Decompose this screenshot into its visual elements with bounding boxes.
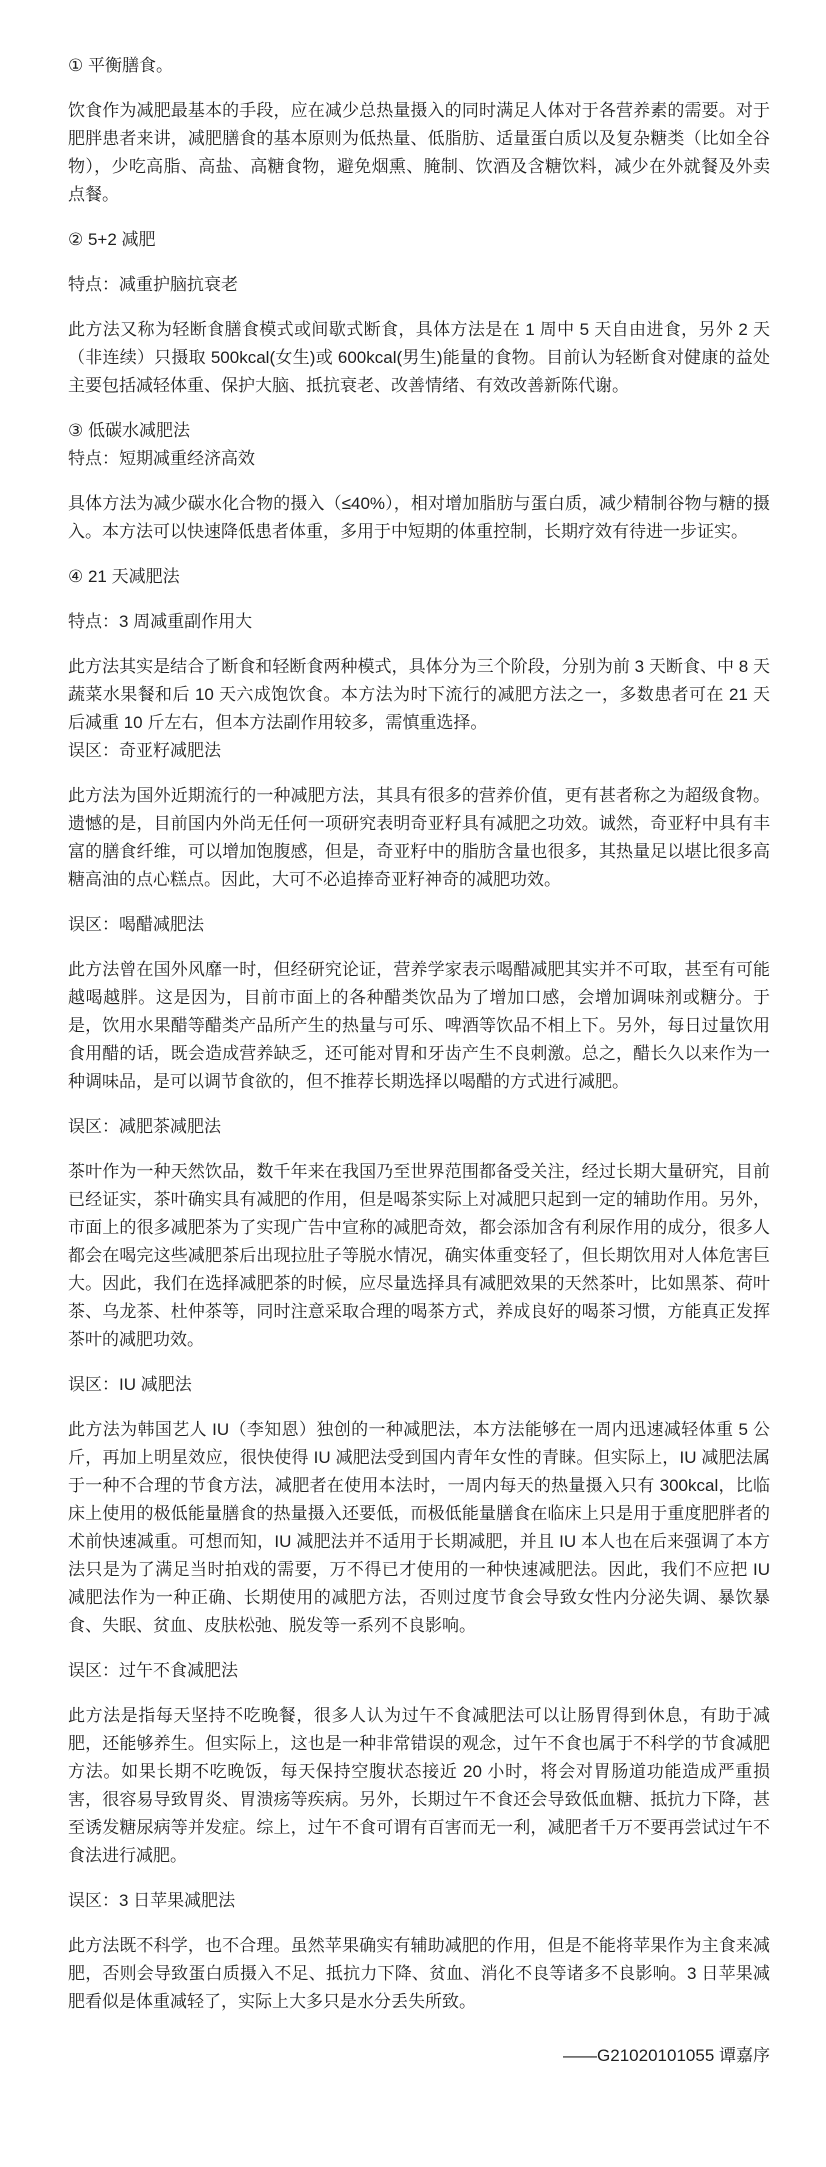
heading-balanced-diet: ① 平衡膳食。 [68, 56, 173, 75]
para-balanced-diet: 饮食作为减肥最基本的手段，应在减少总热量摄入的同时满足人体对于各营养素的需要。对于肥胖患者来讲，减肥膳食的基本原则为低热量、低脂肪、适量蛋白质以及复杂糖类（比如全谷物），少吃高脂、高盐、高糖食物，避免烟熏、腌制、饮酒及含糖饮料，减少在外就餐及外卖点餐。 [68, 101, 770, 204]
para-5plus2-diet: 此方法又称为轻断食膳食模式或间歇式断食，具体方法是在 1 周中 5 天自由进食，另外 2 天（非连续）只摄取 500kcal(女生)或 600kcal(男生)能量的食物。目前认为轻断食对健康的益处主要包括减轻体重、保护大脑、抵抗衰老、改善情绪、有效改善新陈代谢。 [68, 320, 770, 395]
heading-low-carb-diet: ③ 低碳水减肥法 [68, 421, 190, 440]
heading-misconception-vinegar: 误区：喝醋减肥法 [68, 915, 204, 934]
author-signature: ——G21020101055 谭嘉序 [563, 2046, 770, 2065]
para-low-carb-diet: 具体方法为减少碳水化合物的摄入（≤40%），相对增加脂肪与蛋白质，减少精制谷物与糖的摄入。本方法可以快速降低患者体重，多用于中短期的体重控制，长期疗效有待进一步证实。 [68, 494, 770, 541]
heading-21-day-diet: ④ 21 天减肥法 [68, 567, 180, 586]
heading-misconception-apple-diet: 误区：3 日苹果减肥法 [68, 1891, 236, 1910]
heading-misconception-chia-seed: 误区：奇亚籽减肥法 [68, 741, 221, 760]
para-21-day-diet: 此方法其实是结合了断食和轻断食两种模式，具体分为三个阶段，分别为前 3 天断食、中 8 天蔬菜水果餐和后 10 天六成饱饮食。本方法为时下流行的减肥方法之一，多数患者可在 21 天后减重 10 斤左右，但本方法副作用较多，需慎重选择。 [68, 657, 770, 732]
heading-misconception-iu-diet: 误区：IU 减肥法 [68, 1375, 192, 1394]
heading-5plus2-diet: ② 5+2 减肥 [68, 230, 156, 249]
feature-low-carb-diet: 特点：短期减重经济高效 [68, 449, 255, 468]
heading-misconception-diet-tea: 误区：减肥茶减肥法 [68, 1117, 221, 1136]
para-misconception-iu-diet: 此方法为韩国艺人 IU（李知恩）独创的一种减肥法，本方法能够在一周内迅速减轻体重 5 公斤，再加上明星效应，很快使得 IU 减肥法受到国内青年女性的青睐。但实际上，IU 减肥法属于一种不合理的节食方法，减肥者在使用本法时，一周内每天的热量摄入只有 300kcal，比临床上使用的极低能量膳食的热量摄入还要低，而极低能量膳食在临床上只是用于重度肥胖者的术前快速减重。可想而知，IU 减肥法并不适用于长期减肥，并且 IU 本人也在后来强调了本方法只是为了满足当时拍戏的需要，万不得已才使用的一种快速减肥法。因此，我们不应把 IU 减肥法作为一种正确、长期使用的减肥方法，否则过度节食会导致女性内分泌失调、暴饮暴食、失眠、贫血、皮肤松弛、脱发等一系列不良影响。 [68, 1420, 770, 1635]
para-misconception-diet-tea: 茶叶作为一种天然饮品，数千年来在我国乃至世界范围都备受关注，经过长期大量研究，目前已经证实，茶叶确实具有减肥的作用，但是喝茶实际上对减肥只起到一定的辅助作用。另外，市面上的很多减肥茶为了实现广告中宣称的减肥奇效，都会添加含有利尿作用的成分，很多人都会在喝完这些减肥茶后出现拉肚子等脱水情况，确实体重变轻了，但长期饮用对人体危害巨大。因此，我们在选择减肥茶的时候，应尽量选择具有减肥效果的天然茶叶，比如黑茶、荷叶茶、乌龙茶、杜仲茶等，同时注意采取合理的喝茶方式，养成良好的喝茶习惯，方能真正发挥茶叶的减肥功效。 [68, 1162, 770, 1349]
feature-5plus2-diet: 特点：减重护脑抗衰老 [68, 275, 238, 294]
heading-misconception-no-dinner: 误区：过午不食减肥法 [68, 1661, 238, 1680]
para-misconception-apple-diet: 此方法既不科学，也不合理。虽然苹果确实有辅助减肥的作用，但是不能将苹果作为主食来减肥，否则会导致蛋白质摄入不足、抵抗力下降、贫血、消化不良等诸多不良影响。3 日苹果减肥看似是体重减轻了，实际上大多只是水分丢失所致。 [68, 1936, 770, 2011]
para-misconception-chia-seed: 此方法为国外近期流行的一种减肥方法，其具有很多的营养价值，更有甚者称之为超级食物。遗憾的是，目前国内外尚无任何一项研究表明奇亚籽具有减肥之功效。诚然，奇亚籽中具有丰富的膳食纤维，可以增加饱腹感，但是，奇亚籽中的脂肪含量也很多，其热量足以堪比很多高糖高油的点心糕点。因此，大可不必追捧奇亚籽神奇的减肥功效。 [68, 786, 770, 889]
para-misconception-no-dinner: 此方法是指每天坚持不吃晚餐，很多人认为过午不食减肥法可以让肠胃得到休息，有助于减肥，还能够养生。但实际上，这也是一种非常错误的观念，过午不食也属于不科学的节食减肥方法。如果长期不吃晚饭，每天保持空腹状态接近 20 小时，将会对胃肠道功能造成严重损害，很容易导致胃炎、胃溃疡等疾病。另外，长期过午不食还会导致低血糖、抵抗力下降，甚至诱发糖尿病等并发症。综上，过午不食可谓有百害而无一利，减肥者千万不要再尝试过午不食法进行减肥。 [68, 1706, 770, 1865]
para-misconception-vinegar: 此方法曾在国外风靡一时，但经研究论证，营养学家表示喝醋减肥其实并不可取，甚至有可能越喝越胖。这是因为，目前市面上的各种醋类饮品为了增加口感，会增加调味剂或糖分。于是，饮用水果醋等醋类产品所产生的热量与可乐、啤酒等饮品不相上下。另外，每日过量饮用食用醋的话，既会造成营养缺乏，还可能对胃和牙齿产生不良刺激。总之，醋长久以来作为一种调味品，是可以调节食欲的，但不推荐长期选择以喝醋的方式进行减肥。 [68, 960, 770, 1091]
feature-21-day-diet: 特点：3 周减重副作用大 [68, 612, 253, 631]
